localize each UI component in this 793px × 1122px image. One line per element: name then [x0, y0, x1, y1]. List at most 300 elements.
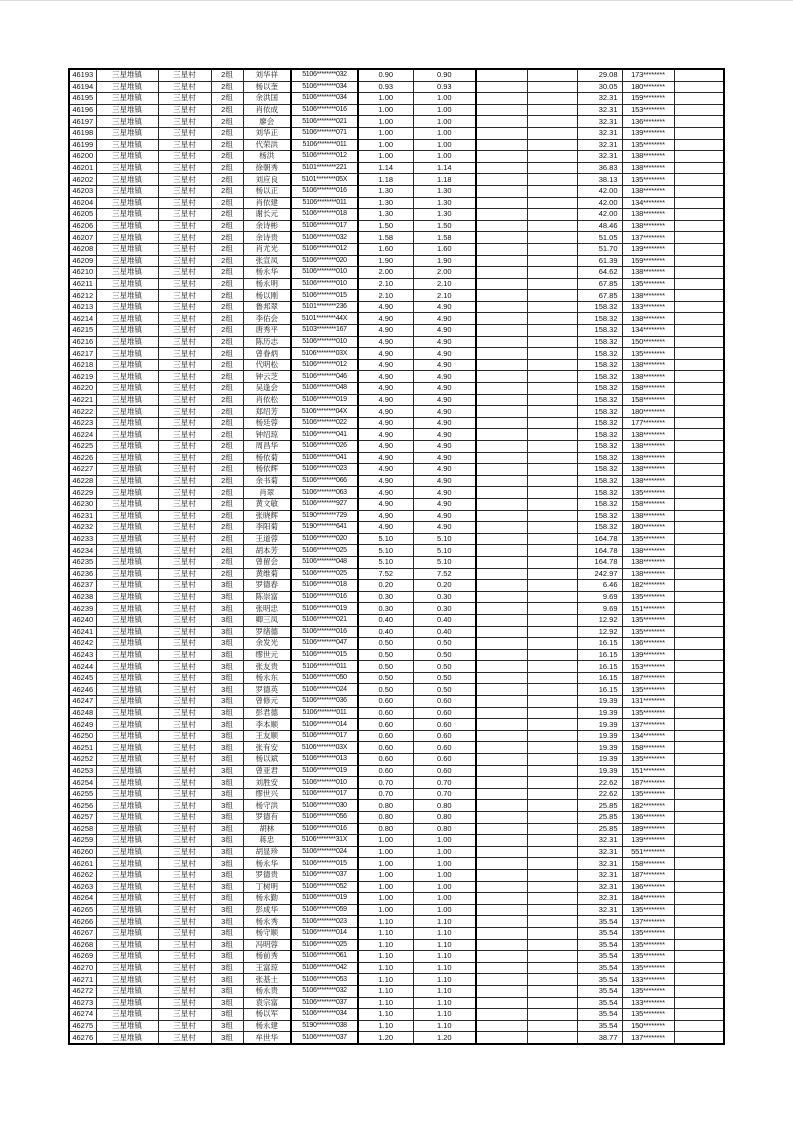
- cell-value-1: 1.10: [358, 962, 413, 974]
- cell-empty-1: [476, 93, 527, 105]
- cell-record-id: 46256: [69, 800, 96, 812]
- cell-value-1: 1.30: [358, 197, 413, 209]
- cell-phone: 187********: [622, 869, 674, 881]
- cell-value-1: 0.60: [358, 730, 413, 742]
- cell-empty-3: [674, 997, 724, 1009]
- cell-phone: 138********: [622, 162, 674, 174]
- cell-phone: 158********: [622, 394, 674, 406]
- cell-empty-3: [674, 209, 724, 221]
- cell-record-id: 46198: [69, 127, 96, 139]
- cell-value-1: 1.30: [358, 185, 413, 197]
- cell-empty-1: [476, 742, 527, 754]
- cell-empty-1: [476, 139, 527, 151]
- cell-empty-3: [674, 394, 724, 406]
- cell-value-2: 1.00: [413, 93, 476, 105]
- cell-town: 三星堆镇: [96, 255, 158, 267]
- cell-value-2: 1.10: [413, 951, 476, 963]
- cell-id-number: 5106********014: [291, 719, 358, 731]
- cell-value-1: 0.50: [358, 661, 413, 673]
- cell-amount: 32.31: [577, 881, 622, 893]
- cell-empty-2: [527, 614, 577, 626]
- cell-empty-3: [674, 116, 724, 128]
- cell-empty-3: [674, 220, 724, 232]
- cell-record-id: 46232: [69, 522, 96, 534]
- cell-value-1: 1.00: [358, 835, 413, 847]
- cell-empty-2: [527, 243, 577, 255]
- cell-value-1: 0.80: [358, 812, 413, 824]
- cell-group: 2组: [211, 556, 243, 568]
- cell-value-1: 0.40: [358, 626, 413, 638]
- cell-village: 三星村: [158, 846, 211, 858]
- cell-town: 三星堆镇: [96, 881, 158, 893]
- cell-empty-1: [476, 359, 527, 371]
- cell-empty-1: [476, 243, 527, 255]
- cell-amount: 19.39: [577, 696, 622, 708]
- cell-phone: 135********: [622, 962, 674, 974]
- cell-phone: 138********: [622, 545, 674, 557]
- cell-empty-3: [674, 533, 724, 545]
- cell-value-1: 0.70: [358, 777, 413, 789]
- cell-group: 3组: [211, 951, 243, 963]
- cell-village: 三星村: [158, 812, 211, 824]
- cell-value-1: 7.52: [358, 568, 413, 580]
- table-row: [69, 243, 724, 255]
- cell-record-id: 46228: [69, 475, 96, 487]
- cell-name: 张晓辉: [243, 510, 291, 522]
- table-row: [69, 672, 724, 684]
- cell-empty-3: [674, 139, 724, 151]
- cell-value-2: 1.14: [413, 162, 476, 174]
- cell-value-1: 1.14: [358, 162, 413, 174]
- cell-amount: 51.05: [577, 232, 622, 244]
- cell-town: 三星堆镇: [96, 580, 158, 592]
- cell-village: 三星村: [158, 127, 211, 139]
- cell-value-1: 0.80: [358, 823, 413, 835]
- cell-record-id: 46259: [69, 835, 96, 847]
- cell-village: 三星村: [158, 869, 211, 881]
- cell-empty-3: [674, 487, 724, 499]
- cell-phone: 138********: [622, 209, 674, 221]
- cell-group: 2组: [211, 301, 243, 313]
- cell-empty-3: [674, 371, 724, 383]
- cell-value-1: 1.60: [358, 243, 413, 255]
- cell-phone: 135********: [622, 904, 674, 916]
- cell-name: 杨洪: [243, 151, 291, 163]
- cell-group: 2组: [211, 197, 243, 209]
- cell-name: 杨廷蓉: [243, 417, 291, 429]
- cell-phone: 158********: [622, 383, 674, 395]
- cell-record-id: 46268: [69, 939, 96, 951]
- table-row: [69, 197, 724, 209]
- cell-empty-1: [476, 278, 527, 290]
- cell-id-number: 5106********012: [291, 151, 358, 163]
- cell-empty-3: [674, 383, 724, 395]
- cell-empty-1: [476, 777, 527, 789]
- table-row: [69, 116, 724, 128]
- cell-village: 三星村: [158, 614, 211, 626]
- cell-value-1: 4.90: [358, 452, 413, 464]
- cell-group: 3组: [211, 684, 243, 696]
- cell-empty-3: [674, 348, 724, 360]
- cell-empty-2: [527, 267, 577, 279]
- cell-value-2: 0.60: [413, 754, 476, 766]
- cell-empty-3: [674, 788, 724, 800]
- cell-empty-3: [674, 568, 724, 580]
- cell-phone: 189********: [622, 823, 674, 835]
- cell-value-2: 4.90: [413, 441, 476, 453]
- table-row: [69, 869, 724, 881]
- cell-id-number: 5106********927: [291, 498, 358, 510]
- cell-name: 杨以斌: [243, 754, 291, 766]
- cell-name: 曾亚君: [243, 765, 291, 777]
- cell-group: 2组: [211, 568, 243, 580]
- cell-empty-1: [476, 522, 527, 534]
- cell-amount: 25.85: [577, 800, 622, 812]
- cell-id-number: 5106********31X: [291, 835, 358, 847]
- cell-name: 肖翠: [243, 487, 291, 499]
- cell-name: 杨以奎: [243, 81, 291, 93]
- cell-value-2: 0.80: [413, 823, 476, 835]
- cell-group: 2组: [211, 255, 243, 267]
- cell-phone: 180********: [622, 406, 674, 418]
- cell-empty-3: [674, 1020, 724, 1032]
- table-row: [69, 846, 724, 858]
- cell-value-1: 1.10: [358, 1009, 413, 1021]
- cell-empty-1: [476, 638, 527, 650]
- cell-name: 卿三凤: [243, 614, 291, 626]
- cell-value-1: 4.90: [358, 464, 413, 476]
- cell-town: 三星堆镇: [96, 533, 158, 545]
- cell-amount: 36.83: [577, 162, 622, 174]
- cell-value-1: 1.10: [358, 985, 413, 997]
- table-row: [69, 498, 724, 510]
- cell-record-id: 46251: [69, 742, 96, 754]
- cell-town: 三星堆镇: [96, 313, 158, 325]
- cell-empty-1: [476, 325, 527, 337]
- cell-value-2: 1.00: [413, 835, 476, 847]
- cell-record-id: 46240: [69, 614, 96, 626]
- cell-amount: 35.54: [577, 927, 622, 939]
- cell-phone: 131********: [622, 696, 674, 708]
- cell-empty-2: [527, 916, 577, 928]
- cell-empty-2: [527, 927, 577, 939]
- cell-empty-2: [527, 232, 577, 244]
- cell-record-id: 46246: [69, 684, 96, 696]
- cell-amount: 158.32: [577, 301, 622, 313]
- cell-id-number: 5106********020: [291, 533, 358, 545]
- cell-value-1: 0.30: [358, 591, 413, 603]
- table-row: [69, 638, 724, 650]
- cell-village: 三星村: [158, 916, 211, 928]
- cell-record-id: 46261: [69, 858, 96, 870]
- cell-value-1: 2.10: [358, 290, 413, 302]
- cell-empty-3: [674, 869, 724, 881]
- cell-id-number: 5106********041: [291, 452, 358, 464]
- cell-group: 2组: [211, 290, 243, 302]
- cell-value-1: 0.50: [358, 649, 413, 661]
- cell-amount: 16.15: [577, 672, 622, 684]
- cell-empty-1: [476, 835, 527, 847]
- cell-id-number: 5106********037: [291, 997, 358, 1009]
- table-row: [69, 220, 724, 232]
- cell-name: 余发光: [243, 638, 291, 650]
- cell-value-2: 0.50: [413, 672, 476, 684]
- cell-village: 三星村: [158, 116, 211, 128]
- cell-record-id: 46253: [69, 765, 96, 777]
- cell-group: 2组: [211, 313, 243, 325]
- cell-amount: 48.46: [577, 220, 622, 232]
- cell-village: 三星村: [158, 939, 211, 951]
- cell-amount: 158.32: [577, 441, 622, 453]
- cell-value-2: 2.10: [413, 290, 476, 302]
- cell-amount: 67.85: [577, 278, 622, 290]
- cell-group: 2组: [211, 383, 243, 395]
- cell-group: 2组: [211, 498, 243, 510]
- cell-empty-1: [476, 545, 527, 557]
- cell-name: 罗绪德: [243, 626, 291, 638]
- cell-name: 彭成华: [243, 904, 291, 916]
- cell-record-id: 46271: [69, 974, 96, 986]
- cell-empty-1: [476, 487, 527, 499]
- cell-group: 3组: [211, 962, 243, 974]
- cell-empty-1: [476, 927, 527, 939]
- cell-town: 三星堆镇: [96, 406, 158, 418]
- cell-empty-1: [476, 313, 527, 325]
- cell-amount: 158.32: [577, 336, 622, 348]
- table-row: [69, 603, 724, 615]
- cell-phone: 135********: [622, 591, 674, 603]
- cell-record-id: 46248: [69, 707, 96, 719]
- cell-empty-1: [476, 441, 527, 453]
- cell-id-number: 5106********016: [291, 104, 358, 116]
- cell-phone: 137********: [622, 719, 674, 731]
- cell-phone: 135********: [622, 626, 674, 638]
- cell-name: 陈历志: [243, 336, 291, 348]
- cell-group: 3组: [211, 638, 243, 650]
- table-row: [69, 985, 724, 997]
- table-row: [69, 325, 724, 337]
- cell-empty-1: [476, 290, 527, 302]
- cell-name: 王富琼: [243, 962, 291, 974]
- cell-village: 三星村: [158, 104, 211, 116]
- cell-empty-3: [674, 823, 724, 835]
- cell-amount: 9.69: [577, 591, 622, 603]
- cell-amount: 30.05: [577, 81, 622, 93]
- cell-village: 三星村: [158, 174, 211, 186]
- cell-value-2: 0.50: [413, 638, 476, 650]
- cell-empty-1: [476, 974, 527, 986]
- cell-value-2: 1.00: [413, 139, 476, 151]
- cell-empty-1: [476, 533, 527, 545]
- cell-phone: 138********: [622, 464, 674, 476]
- cell-value-2: 1.10: [413, 916, 476, 928]
- cell-amount: 158.32: [577, 325, 622, 337]
- cell-group: 2组: [211, 359, 243, 371]
- cell-record-id: 46267: [69, 927, 96, 939]
- cell-town: 三星堆镇: [96, 661, 158, 673]
- cell-empty-3: [674, 661, 724, 673]
- cell-name: 缪世元: [243, 649, 291, 661]
- cell-value-1: 4.90: [358, 406, 413, 418]
- cell-name: 刘华祥: [243, 69, 291, 81]
- table-row: [69, 487, 724, 499]
- cell-value-2: 1.00: [413, 151, 476, 163]
- cell-name: 胡林: [243, 823, 291, 835]
- cell-town: 三星堆镇: [96, 869, 158, 881]
- cell-empty-1: [476, 116, 527, 128]
- cell-empty-3: [674, 893, 724, 905]
- cell-value-2: 0.60: [413, 730, 476, 742]
- cell-record-id: 46225: [69, 441, 96, 453]
- cell-record-id: 46249: [69, 719, 96, 731]
- cell-record-id: 46210: [69, 267, 96, 279]
- cell-group: 2组: [211, 464, 243, 476]
- table-row: [69, 383, 724, 395]
- cell-village: 三星村: [158, 232, 211, 244]
- cell-record-id: 46205: [69, 209, 96, 221]
- cell-value-2: 4.90: [413, 522, 476, 534]
- cell-value-1: 0.60: [358, 696, 413, 708]
- cell-group: 3组: [211, 765, 243, 777]
- table-row: [69, 858, 724, 870]
- cell-empty-3: [674, 475, 724, 487]
- cell-empty-3: [674, 69, 724, 81]
- cell-phone: 187********: [622, 777, 674, 789]
- cell-amount: 164.78: [577, 533, 622, 545]
- cell-empty-2: [527, 127, 577, 139]
- cell-town: 三星堆镇: [96, 556, 158, 568]
- cell-village: 三星村: [158, 1020, 211, 1032]
- cell-id-number: 5106********019: [291, 603, 358, 615]
- cell-amount: 32.31: [577, 139, 622, 151]
- cell-empty-1: [476, 765, 527, 777]
- cell-group: 3组: [211, 1032, 243, 1044]
- cell-amount: 38.77: [577, 1032, 622, 1044]
- cell-town: 三星堆镇: [96, 1009, 158, 1021]
- cell-town: 三星堆镇: [96, 348, 158, 360]
- cell-value-2: 1.10: [413, 985, 476, 997]
- cell-empty-1: [476, 800, 527, 812]
- table-row: [69, 464, 724, 476]
- cell-amount: 32.31: [577, 869, 622, 881]
- cell-phone: 135********: [622, 174, 674, 186]
- cell-group: 3组: [211, 614, 243, 626]
- cell-record-id: 46229: [69, 487, 96, 499]
- cell-group: 3组: [211, 985, 243, 997]
- cell-value-1: 1.00: [358, 116, 413, 128]
- cell-value-1: 4.90: [358, 371, 413, 383]
- cell-record-id: 46275: [69, 1020, 96, 1032]
- cell-empty-3: [674, 313, 724, 325]
- cell-phone: 150********: [622, 336, 674, 348]
- cell-empty-3: [674, 812, 724, 824]
- cell-empty-3: [674, 962, 724, 974]
- cell-record-id: 46237: [69, 580, 96, 592]
- table-row: [69, 278, 724, 290]
- cell-empty-1: [476, 707, 527, 719]
- cell-phone: 137********: [622, 916, 674, 928]
- cell-id-number: 5106********010: [291, 777, 358, 789]
- cell-name: 杨永建: [243, 1020, 291, 1032]
- cell-phone: 177********: [622, 417, 674, 429]
- cell-empty-3: [674, 951, 724, 963]
- cell-village: 三星村: [158, 336, 211, 348]
- cell-record-id: 46265: [69, 904, 96, 916]
- cell-empty-2: [527, 707, 577, 719]
- cell-empty-3: [674, 730, 724, 742]
- cell-empty-3: [674, 556, 724, 568]
- cell-value-1: 1.00: [358, 151, 413, 163]
- cell-town: 三星堆镇: [96, 185, 158, 197]
- cell-empty-1: [476, 904, 527, 916]
- cell-empty-2: [527, 325, 577, 337]
- cell-name: 曾留会: [243, 556, 291, 568]
- cell-empty-2: [527, 939, 577, 951]
- cell-group: 3组: [211, 927, 243, 939]
- cell-town: 三星堆镇: [96, 974, 158, 986]
- cell-id-number: 5106********056: [291, 812, 358, 824]
- cell-amount: 67.85: [577, 290, 622, 302]
- cell-village: 三星村: [158, 197, 211, 209]
- cell-value-1: 1.00: [358, 893, 413, 905]
- cell-value-1: 1.00: [358, 858, 413, 870]
- cell-value-1: 5.10: [358, 533, 413, 545]
- cell-record-id: 46274: [69, 1009, 96, 1021]
- cell-empty-1: [476, 464, 527, 476]
- cell-name: 张友贵: [243, 661, 291, 673]
- cell-phone: 138********: [622, 452, 674, 464]
- cell-id-number: 5106********011: [291, 139, 358, 151]
- cell-record-id: 46219: [69, 371, 96, 383]
- cell-empty-2: [527, 788, 577, 800]
- cell-empty-3: [674, 603, 724, 615]
- cell-id-number: 5106********046: [291, 371, 358, 383]
- cell-phone: 158********: [622, 742, 674, 754]
- cell-value-2: 0.70: [413, 777, 476, 789]
- table-row: [69, 626, 724, 638]
- cell-village: 三星村: [158, 997, 211, 1009]
- cell-town: 三星堆镇: [96, 441, 158, 453]
- cell-empty-2: [527, 556, 577, 568]
- cell-empty-2: [527, 985, 577, 997]
- cell-id-number: 5190********641: [291, 522, 358, 534]
- table-row: [69, 1032, 724, 1044]
- cell-value-1: 4.90: [358, 498, 413, 510]
- table-row: [69, 174, 724, 186]
- cell-value-2: 4.90: [413, 348, 476, 360]
- cell-record-id: 46260: [69, 846, 96, 858]
- cell-id-number: 5103********167: [291, 325, 358, 337]
- cell-empty-2: [527, 754, 577, 766]
- cell-name: 牟世华: [243, 1032, 291, 1044]
- table-row: [69, 1020, 724, 1032]
- cell-id-number: 5106********010: [291, 336, 358, 348]
- cell-value-2: 4.90: [413, 417, 476, 429]
- cell-name: 杨依菊: [243, 452, 291, 464]
- table-row: [69, 812, 724, 824]
- cell-id-number: 5106********032: [291, 985, 358, 997]
- cell-record-id: 46245: [69, 672, 96, 684]
- cell-empty-3: [674, 696, 724, 708]
- cell-name: 彭君德: [243, 707, 291, 719]
- cell-id-number: 5106********021: [291, 116, 358, 128]
- cell-value-2: 4.90: [413, 325, 476, 337]
- cell-value-2: 5.10: [413, 533, 476, 545]
- cell-value-1: 0.50: [358, 684, 413, 696]
- cell-amount: 35.54: [577, 916, 622, 928]
- cell-amount: 32.31: [577, 127, 622, 139]
- cell-value-2: 1.10: [413, 939, 476, 951]
